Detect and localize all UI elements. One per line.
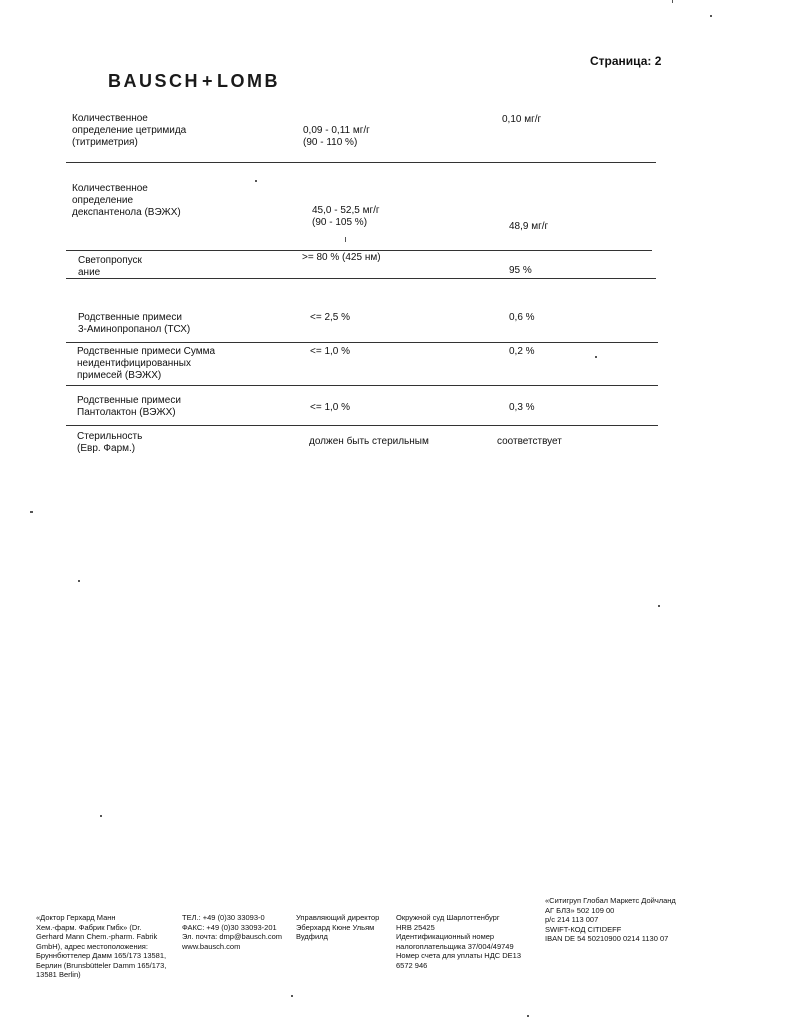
- row-unidentified-test: Родственные примеси Сумма неидентифицированных примесей (ВЭЖХ): [77, 346, 216, 381]
- footer-contacts: ТЕЛ.: +49 (0)30 33093-0 ФАКС: +49 (0)30 33093-201 Эл. почта: dmp@bausch.com www.bausch.com: [182, 913, 282, 951]
- footer-registry: Окружной суд Шарлоттенбург HRB 25425 Идентификационный номер налогоплательщика 37/004/49749 Номер счета для уплаты НДС DE13 6572 946: [396, 913, 522, 970]
- row-dexpanthenol-spec: 45,0 - 52,5 мг/г (90 - 105 %): [312, 205, 380, 228]
- footer-company-address: «Доктор Герхард Манн Хем.-фарм. Фабрик Гмбх» (Dr. Gerhard Mann Chem.-pharm. Fabrik GmbH), адрес местоположения: Бруннбюттелер Дамм 165/173 13581, Берлин (Brunsbütteler Damm 165/173, 13581 Berlin): [36, 913, 167, 979]
- row-pantolactone-result: 0,3 %: [509, 402, 535, 413]
- row-aminopropanol-spec: <= 2,5 %: [310, 312, 351, 323]
- logo-text-left: BAUSCH: [108, 71, 201, 91]
- row-sterility-result: соответствует: [497, 436, 562, 447]
- footer-director: Управляющий директор Эберхард Кюне Ульям Вудфилд: [296, 913, 380, 941]
- row-transmission-result: 95 %: [509, 265, 532, 276]
- logo-cross-icon: +: [202, 71, 216, 91]
- row-dexpanthenol-result: 48,9 мг/г: [509, 221, 549, 232]
- scan-speck: [527, 1015, 529, 1017]
- scan-speck: [255, 180, 257, 182]
- scan-speck: [30, 511, 33, 513]
- footer-bank-details: «Ситигруп Глобал Маркетс Дойчланд АГ БЛЗ» 502 109 00 р/с 214 113 007 SWIFT-КОД CITIDEFF IBAN DE 54 50210900 0214 1130 07: [545, 896, 676, 943]
- row-cetrimide-spec: 0,09 - 0,11 мг/г (90 - 110 %): [303, 125, 370, 148]
- bausch-lomb-logo: [108, 71, 280, 92]
- row-aminopropanol-result: 0,6 %: [509, 312, 535, 323]
- row-pantolactone-spec: <= 1,0 %: [310, 402, 351, 413]
- row-pantolactone-test: Родственные примеси Пантолактон (ВЭЖХ): [77, 395, 181, 418]
- scan-speck: [345, 237, 346, 242]
- row-cetrimide-test: Количественное определение цетримида (титриметрия): [72, 113, 187, 148]
- row-divider: [66, 250, 652, 251]
- row-divider: [66, 278, 656, 279]
- row-aminopropanol-test: Родственные примеси 3-Аминопропанол (ТСХ): [78, 312, 191, 335]
- logo-text-right: LOMB: [217, 71, 281, 91]
- row-divider: [66, 385, 658, 386]
- scan-speck: [672, 0, 673, 3]
- row-unidentified-spec: <= 1,0 %: [310, 346, 351, 357]
- row-divider: [66, 342, 658, 343]
- page-number: Страница: 2: [590, 54, 662, 68]
- scan-speck: [78, 580, 80, 582]
- row-divider: [66, 425, 658, 426]
- row-sterility-spec: должен быть стерильным: [309, 436, 429, 447]
- scan-speck: [710, 15, 712, 17]
- row-transmission-test: Светопропуск ание: [78, 255, 142, 278]
- row-transmission-spec: >= 80 % (425 нм): [302, 252, 381, 263]
- row-divider: [66, 162, 656, 163]
- row-cetrimide-result: 0,10 мг/г: [502, 114, 542, 125]
- row-dexpanthenol-test: Количественное определение декспантенола (ВЭЖХ): [72, 183, 181, 218]
- scan-speck: [100, 815, 102, 817]
- scan-speck: [291, 995, 293, 997]
- row-sterility-test: Стерильность (Евр. Фарм.): [77, 431, 143, 454]
- scan-speck: [658, 605, 660, 607]
- row-unidentified-result: 0,2 %: [509, 346, 535, 357]
- scan-speck: [595, 356, 597, 358]
